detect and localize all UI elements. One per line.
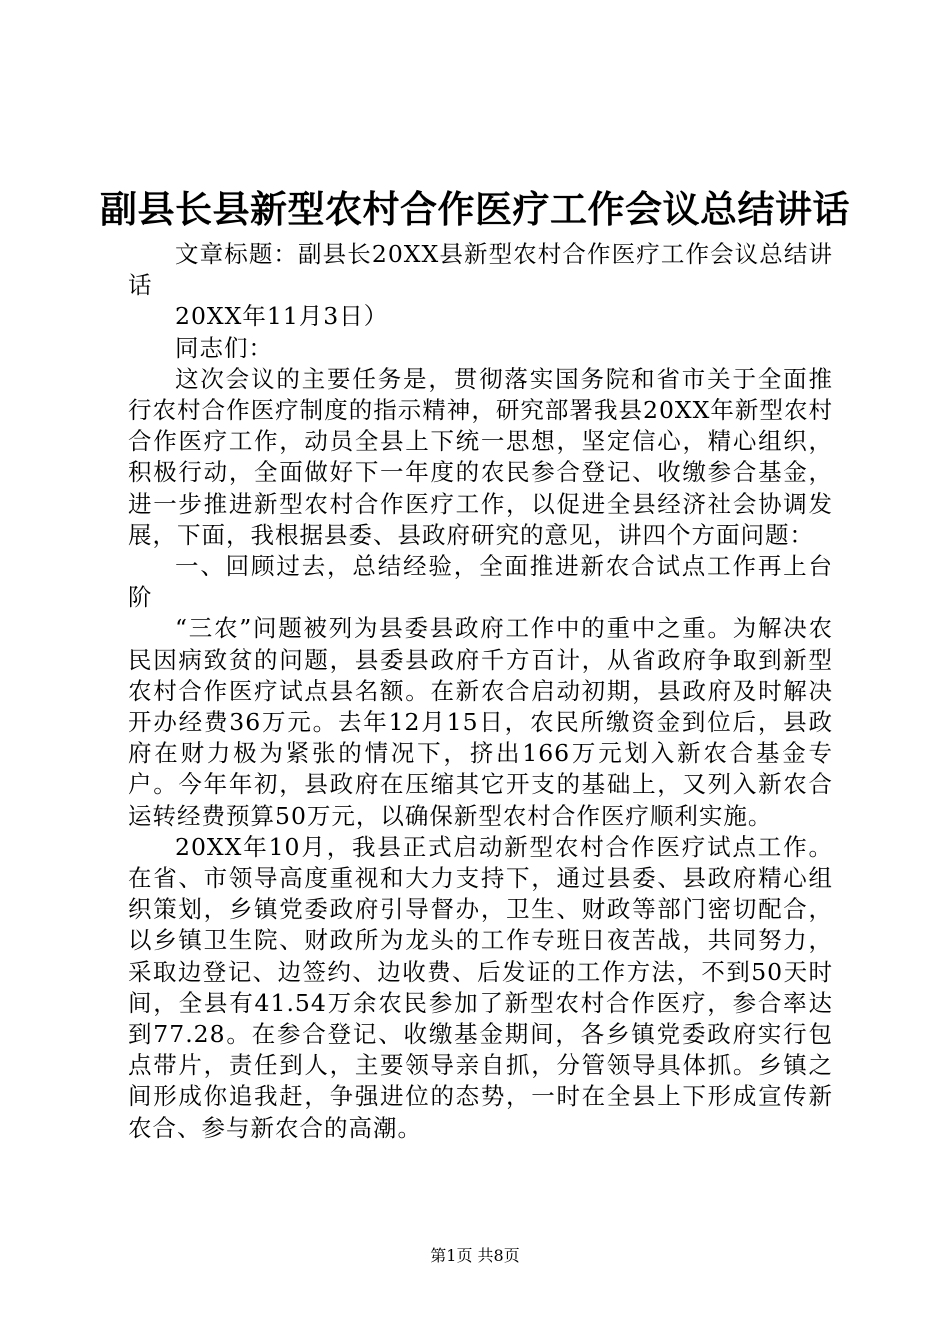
section-heading: 一、回顾过去，总结经验，全面推进新农合试点工作再上台阶 (128, 552, 833, 612)
date-paragraph: 20XX年11月3日） (175, 302, 389, 331)
page-footer: 第1页 共8页 (430, 1246, 520, 1265)
body-paragraph: “三农”问题被列为县委县政府工作中的重中之重。为解决农民因病致贫的问题，县委县政府千方百计，从省政府争取到新型农村合作医疗试点县名额。在新农合启动初期，县政府及时解决开办经费36万元。去年12月15日，农民所缴资金到位后，县政府在财力极为紧张的情况下，挤出166万元划入新农合基金专户。今年年初，县政府在压缩其它开支的基础上，又列入新农合运转经费预算50万元，以确保新型农村合作医疗顺利实施。 (128, 614, 833, 830)
body-paragraph: 20XX年10月，我县正式启动新型农村合作医疗试点工作。在省、市领导高度重视和大力支持下，通过县委、县政府精心组织策划，乡镇党委政府引导督办，卫生、财政等部门密切配合，以乡镇卫生院、财政所为龙头的工作专班日夜苦战，共同努力，采取边登记、边签约、边收费、后发证的工作方法，不到50天时间，全县有41.54万余农民参加了新型农村合作医疗，参合率达到77.28。在参合登记、收缴基金期间，各乡镇党委政府实行包点带片，责任到人，主要领导亲自抓，分管领导具体抓。乡镇之间形成你追我赶，争强进位的态势，一时在全县上下形成宣传新农合、参与新农合的高潮。 (128, 832, 833, 1142)
document-body (128, 239, 833, 1144)
body-paragraph: 这次会议的主要任务是，贯彻落实国务院和省市关于全面推行农村合作医疗制度的指示精神，研究部署我县20XX年新型农村合作医疗工作，动员全县上下统一思想，坚定信心，精心组织，积极行动，全面做好下一年度的农民参合登记、收缴参合基金，进一步推进新型农村合作医疗工作，以促进全县经济社会协调发展，下面，我根据县委、县政府研究的意见，讲四个方面问题： (128, 364, 833, 549)
document-title: 副县长县新型农村合作医疗工作会议总结讲话 (100, 187, 850, 231)
salutation-paragraph: 同志们： (175, 333, 273, 362)
article-title-paragraph: 文章标题：副县长20XX县新型农村合作医疗工作会议总结讲话 (128, 240, 833, 300)
